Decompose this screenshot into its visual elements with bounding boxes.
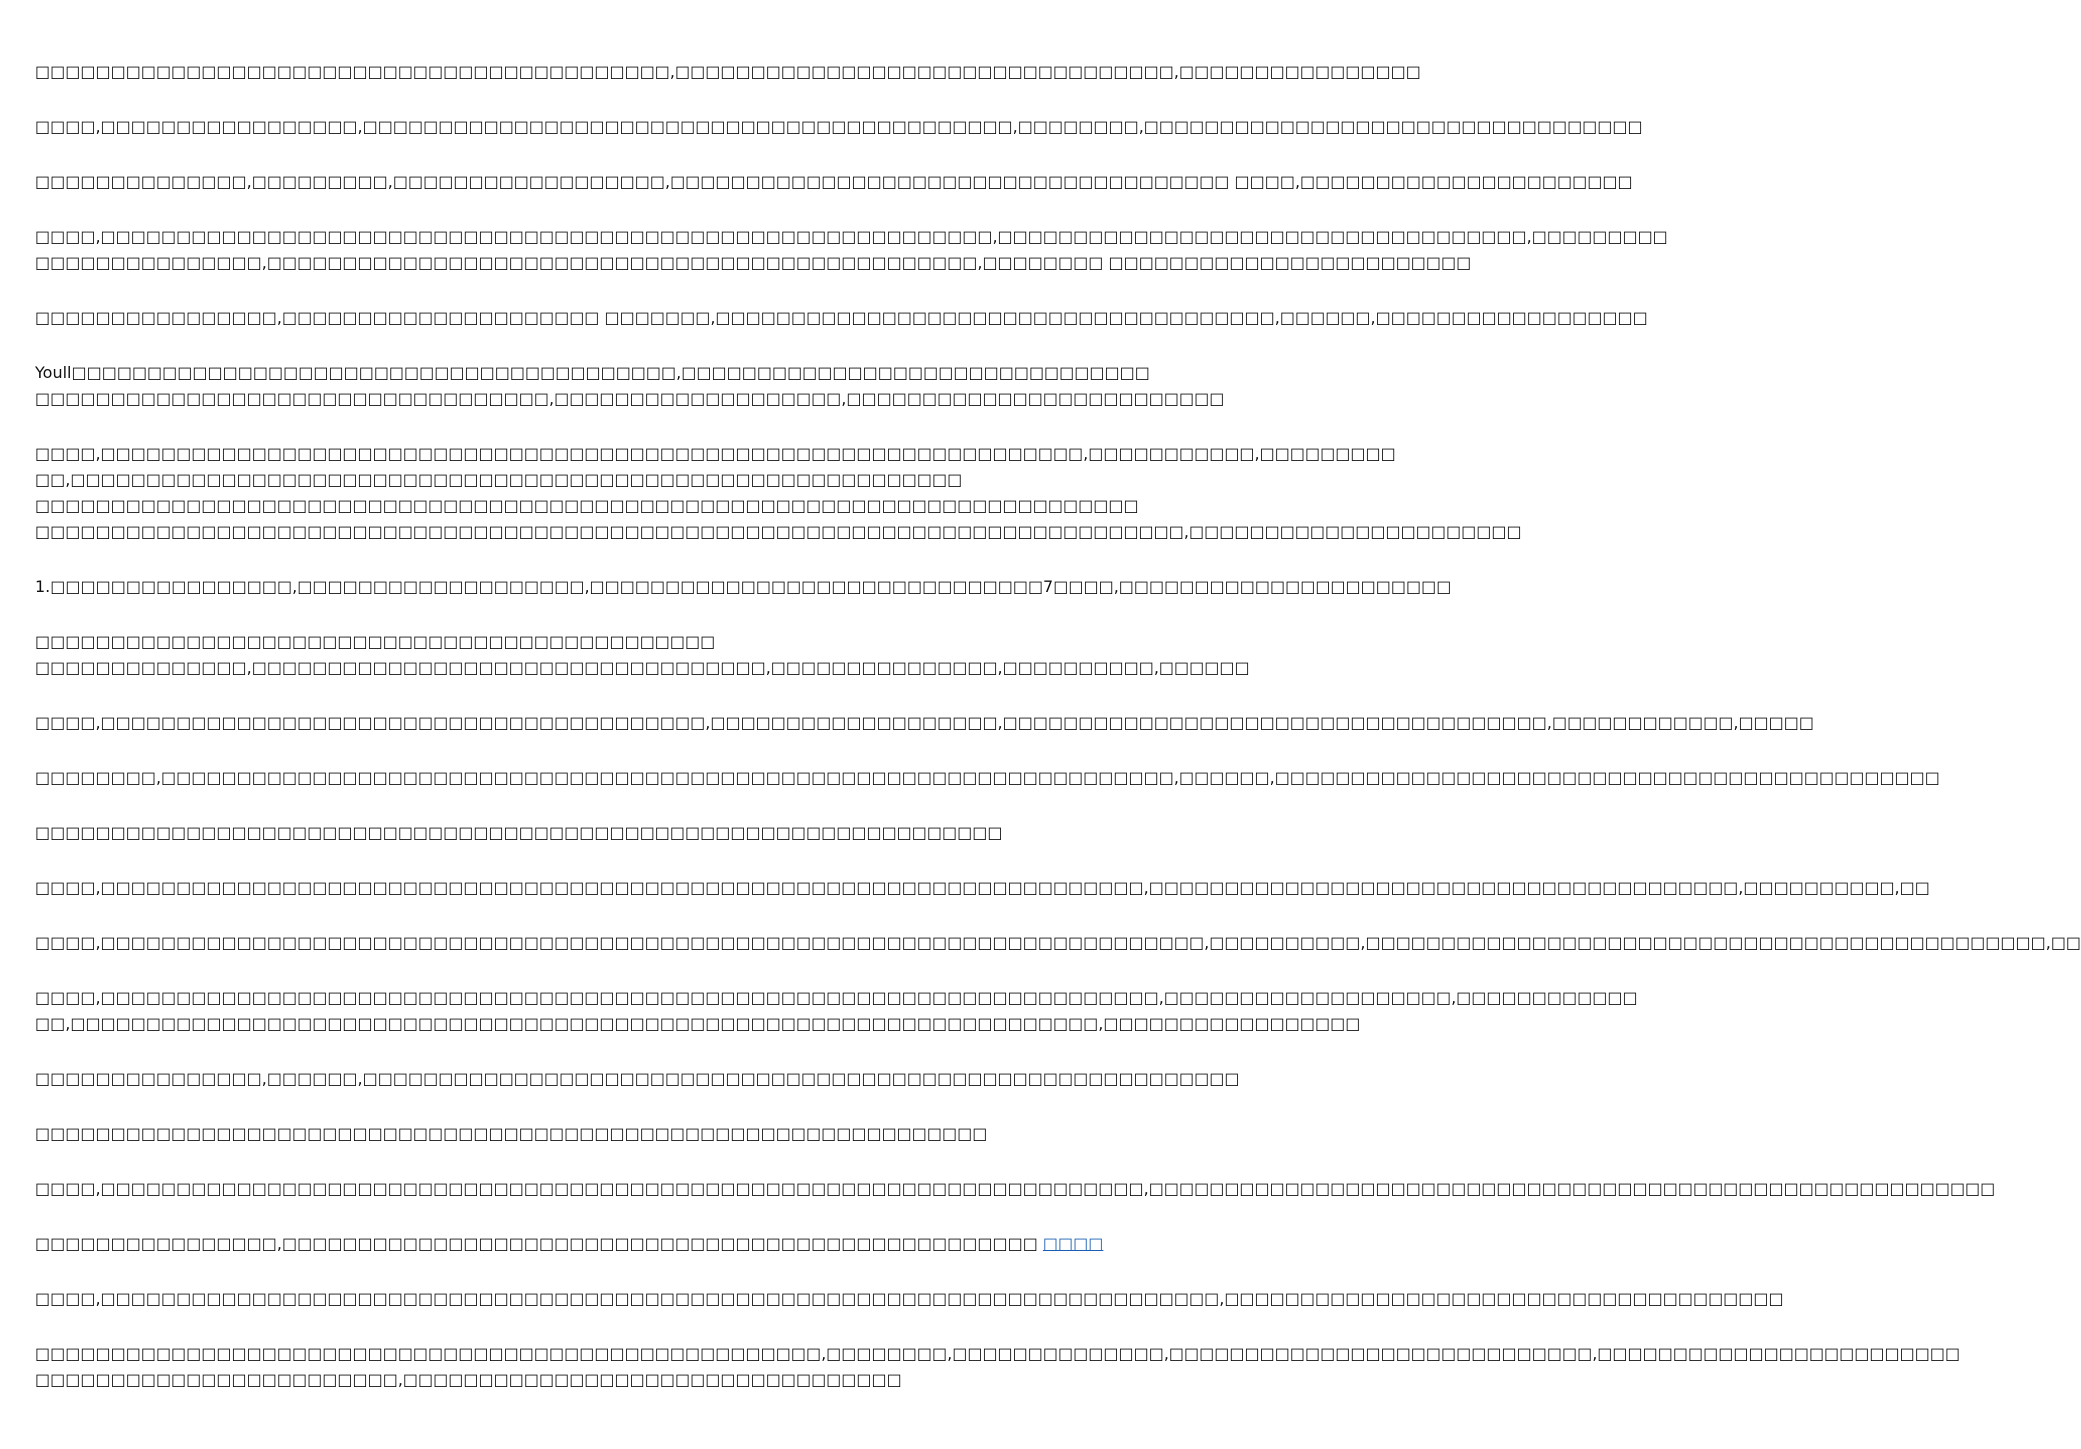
paragraph-line: □□□□□□□□□□□□□□□,□□□□□□□□□□□□□□□□□□□□□□□□□□□□□□□□□□□□□□□□□□□□□□□,□□□□□□□□ □□□□□□□□□□□□□□□□□□□□□□□□ <box>35 253 1472 272</box>
paragraph-6 <box>35 360 1225 412</box>
paragraph-line: □□□□□□□□□□□□□□,□□□□□□□□□,□□□□□□□□□□□□□□□□□□,□□□□□□□□□□□□□□□□□□□□□□□□□□□□□□□□□□□□□ □□□□,□□□□□□□□□□□□□□□□□□□□□□ <box>35 172 1633 191</box>
paragraph-18 <box>35 1176 1996 1202</box>
paragraph-line: □□□□□□□□□□□□□□□□□□□□□□□□□□□□□□□□□□□□□□□□□□□□□□□□□□□□□□□□□□□□□□□ <box>35 1124 988 1143</box>
paragraph-line: □□□□□□□□□□□□□□□□□□□□□□□□□□□□□□□□□□□□□□□□□□□□□□□□□□□□□□□□□□□□□□□□ <box>35 823 1003 842</box>
paragraph-line-with-link <box>35 1231 1104 1257</box>
paragraph-10 <box>35 710 1815 736</box>
paragraph-11 <box>35 765 1940 791</box>
paragraph-3 <box>35 169 1633 195</box>
paragraph-line: 1.□□□□□□□□□□□□□□□□,□□□□□□□□□□□□□□□□□□□,□□□□□□□□□□□□□□□□□□□□□□□□□□□□□□7□□□□,□□□□□□□□□□□□□□□□□□□□□□ <box>35 577 1452 596</box>
paragraph-line: □□□□,□□□□□□□□□□□□□□□□□□□□□□□□□□□□□□□□□□□□□□□□,□□□□□□□□□□□□□□□□□□□,□□□□□□□□□□□□□□□□□□□□□□□□□□□□□□□□□□□□,□□□□□□□□□□□□,□□□□□ <box>35 713 1815 732</box>
paragraph-line: □□□□□□□□□□□□□□□□□□□□□□□□□□□□□□□□□□□□□□□□□□□□□□□□□□□□,□□□□□□□□,□□□□□□□□□□□□□□,□□□□□□□□□□□□□□□□□□□□□□□□□□□□,□□□□□□□□□□□□□□□□□□□□□□□□ <box>35 1344 1961 1363</box>
paragraph-line: □□,□□□□□□□□□□□□□□□□□□□□□□□□□□□□□□□□□□□□□□□□□□□□□□□□□□□□□□□□□□□□□□□□□□□□,□□□□□□□□□□□□□□□□□ <box>35 1014 1361 1033</box>
paragraph-2 <box>35 114 1643 140</box>
paragraph-line: □□□□□□□□□□□□□□□□□□□□□□□□□□□□□□□□□□□□□□□□□□□□□□□□□□□□□□□□□□□□□□□□□□□□□□□□□ <box>35 496 1139 515</box>
paragraph-20 <box>35 1286 1784 1312</box>
paragraph-line: □□□□□□□□□□□□□□□,□□□□□□,□□□□□□□□□□□□□□□□□□□□□□□□□□□□□□□□□□□□□□□□□□□□□□□□□□□□□□□□□□ <box>35 1069 1240 1088</box>
paragraph-line: □□□□,□□□□□□□□□□□□□□□□□□□□□□□□□□□□□□□□□□□□□□□□□□□□□□□□□□□□□□□□□□□□□□□□□,□□□□□□□□□□□,□□□□□□□□□ <box>35 444 1396 463</box>
paragraph-19 <box>35 1231 1104 1257</box>
paragraph-line: □□□□□□□□□□□□□□,□□□□□□□□□□□□□□□□□□□□□□□□□□□□□□□□□□,□□□□□□□□□□□□□□□,□□□□□□□□□□,□□□□□□ <box>35 658 1250 677</box>
paragraph-line: Youll□□□□□□□□□□□□□□□□□□□□□□□□□□□□□□□□□□□□□□□□,□□□□□□□□□□□□□□□□□□□□□□□□□□□□□□□ <box>35 363 1150 382</box>
inline-link[interactable]: □□□□ <box>1042 1234 1104 1253</box>
paragraph-line: □□□□□□□□□□□□□□□□□□□□□□□□□□□□□□□□□□,□□□□□□□□□□□□□□□□□□□,□□□□□□□□□□□□□□□□□□□□□□□□□ <box>35 389 1225 408</box>
paragraph-16 <box>35 1066 1240 1092</box>
paragraph-5 <box>35 305 1648 331</box>
paragraph-12 <box>35 820 1003 846</box>
paragraph-13 <box>35 875 1930 901</box>
paragraph-line: □□□□,□□□□□□□□□□□□□□□□□□□□□□□□□□□□□□□□□□□□□□□□□□□□□□□□□□□□□□□□□□□□□□□□□□□□□,□□□□□□□□□□□□□□□□□□□□□□□□□□□□□□□□□□□□□□□,□□□□□□□□□□,□□ <box>35 878 1930 897</box>
paragraph-8 <box>35 574 1452 600</box>
paragraph-line: □□□□,□□□□□□□□□□□□□□□□□□□□□□□□□□□□□□□□□□□□□□□□□□□□□□□□□□□□□□□□□□□□□□□□□□□□□□□□□,□□□□□□□□□□,□□□□□□□□□□□□□□□□□□□□□□□□□□□□□□□□□□□□□□□□□□□□□,□□ <box>35 933 2081 952</box>
paragraph-14 <box>35 930 2081 956</box>
paragraph-line: □□□□,□□□□□□□□□□□□□□□□□□□□□□□□□□□□□□□□□□□□□□□□□□□□□□□□□□□□□□□□□□□□□□□□□□□□□□□□□□,□□□□□□□□□□□□□□□□□□□□□□□□□□□□□□□□□□□□□ <box>35 1289 1784 1308</box>
paragraph-line: □□□□,□□□□□□□□□□□□□□□□□□□□□□□□□□□□□□□□□□□□□□□□□□□□□□□□□□□□□□□□□□□,□□□□□□□□□□□□□□□□□□□□□□□□□□□□□□□□□□□,□□□□□□□□□ <box>35 227 1668 246</box>
paragraph-17 <box>35 1121 990 1147</box>
paragraph-line: □□□□,□□□□□□□□□□□□□□□□□,□□□□□□□□□□□□□□□□□□□□□□□□□□□□□□□□□□□□□□□□□□□,□□□□□□□□,□□□□□□□□□□□□□□□□□□□□□□□□□□□□□□□□□ <box>35 117 1643 136</box>
paragraph-9 <box>35 629 1250 681</box>
paragraph-line: □□,□□□□□□□□□□□□□□□□□□□□□□□□□□□□□□□□□□□□□□□□□□□□□□□□□□□□□□□□□□□ <box>35 470 963 489</box>
paragraph-line: □□□□□□□□□□□□□□□□□□□□□□□□□□□□□□□□□□□□□□□□□□□□□ <box>35 632 716 651</box>
paragraph-line: □□□□□□□□□□□□□□□□,□□□□□□□□□□□□□□□□□□□□□ □□□□□□□,□□□□□□□□□□□□□□□□□□□□□□□□□□□□□□□□□□□□□,□□□□□□,□□□□□□□□□□□□□□□□□□ <box>35 308 1648 327</box>
article-body <box>35 59 2081 1422</box>
paragraph-line: □□□□□□□□,□□□□□□□□□□□□□□□□□□□□□□□□□□□□□□□□□□□□□□□□□□□□□□□□□□□□□□□□□□□□□□□□□□□,□□□□□□,□□□□□□□□□□□□□□□□□□□□□□□□□□□□□□□□□□□□□□□□□□□□ <box>35 768 1940 787</box>
paragraph-line: □□□□,□□□□□□□□□□□□□□□□□□□□□□□□□□□□□□□□□□□□□□□□□□□□□□□□□□□□□□□□□□□□□□□□□□□□□,□□□□□□□□□□□□□□□□□□□□□□□□□□□□□□□□□□□□□□□□□□□□□□□□□□□□□□□□ <box>35 1179 1996 1198</box>
paragraph-line: □□□□□□□□□□□□□□□□□□□□□□□□□□□□□□□□□□□□□□□□□□□□□□□□□□□□□□□□□□□□□□□□□□□□□□□□□□□□,□□□□□□□□□□□□□□□□□□□□□□ <box>35 522 1522 541</box>
paragraph-7 <box>35 441 1522 545</box>
paragraph-4 <box>35 224 1668 276</box>
paragraph-line: □□□□,□□□□□□□□□□□□□□□□□□□□□□□□□□□□□□□□□□□□□□□□□□□□□□□□□□□□□□□□□□□□□□□□□□□□□□,□□□□□□□□□□□□□□□□□□□,□□□□□□□□□□□□ <box>35 988 1638 1007</box>
paragraph-21 <box>35 1341 1961 1393</box>
paragraph-1 <box>35 59 1421 85</box>
paragraph-15 <box>35 985 1638 1037</box>
paragraph-line: □□□□□□□□□□□□□□□□,□□□□□□□□□□□□□□□□□□□□□□□□□□□□□□□□□□□□□□□□□□□□□□□□□□ <box>35 1234 1043 1253</box>
paragraph-line: □□□□□□□□□□□□□□□□□□□□□□□□□□□□□□□□□□□□□□□□□□,□□□□□□□□□□□□□□□□□□□□□□□□□□□□□□□□□,□□□□□□□□□□□□□□□□ <box>35 62 1421 81</box>
paragraph-line: □□□□□□□□□□□□□□□□□□□□□□□□,□□□□□□□□□□□□□□□□□□□□□□□□□□□□□□□□□ <box>35 1370 902 1389</box>
